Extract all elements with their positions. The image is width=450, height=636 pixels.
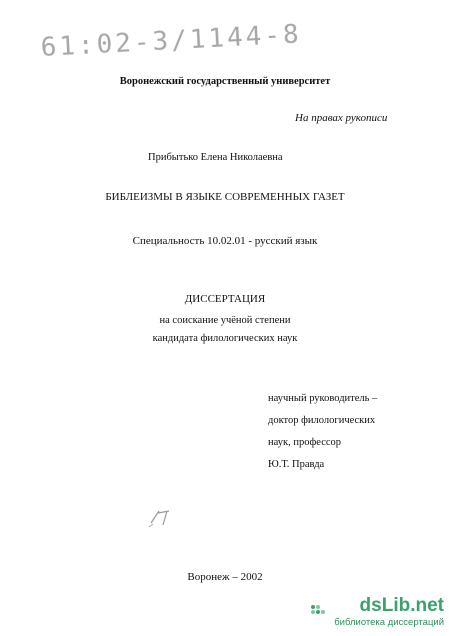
pencil-mark: [147, 505, 182, 529]
specialty-line: Специальность 10.02.01 - русский язык: [132, 235, 318, 247]
dslib-subtitle: библиотека диссертаций: [334, 617, 444, 628]
manuscript-rights: На правах рукописи: [295, 112, 388, 124]
degree-line-2: кандидата филологических наук: [152, 333, 298, 344]
dissertation-title: БИБЛЕИЗМЫ В ЯЗЫКЕ СОВРЕМЕННЫХ ГАЗЕТ: [105, 191, 345, 203]
supervisor-line-3: наук, профессор: [268, 437, 342, 448]
supervisor-name: Ю.Т. Правда: [268, 459, 325, 470]
degree-line-1: на соискание учёной степени: [159, 315, 291, 326]
archive-stamp: 61:02-3/1144-8: [40, 19, 303, 63]
supervisor-line-2: доктор филологических: [268, 415, 376, 426]
dslib-logo-icon: [310, 604, 326, 616]
document-type: ДИССЕРТАЦИЯ: [184, 293, 266, 305]
city-year: Воронеж – 2002: [187, 571, 263, 583]
university-name: Воронежский государственный университет: [119, 76, 331, 87]
supervisor-line-1: научный руководитель –: [268, 393, 378, 404]
dslib-watermark[interactable]: [324, 596, 444, 630]
author-name: Прибытько Елена Николаевна: [148, 152, 283, 163]
dslib-logo-text: dsLib.net: [359, 595, 444, 616]
